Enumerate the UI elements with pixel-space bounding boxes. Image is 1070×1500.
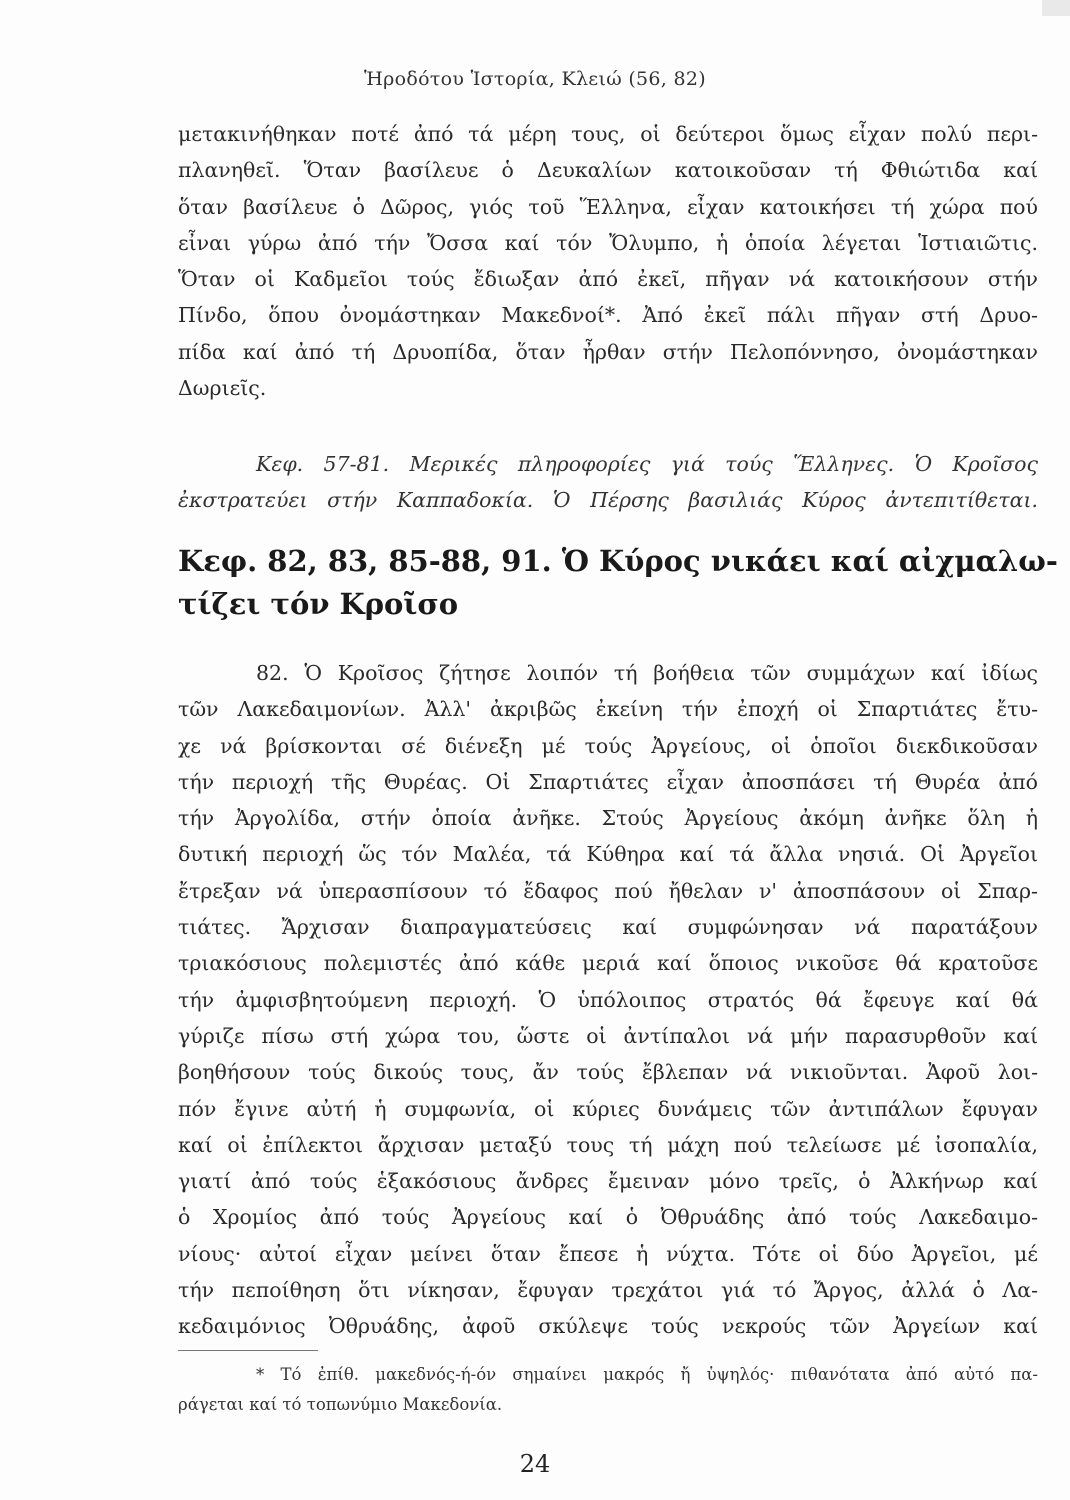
text-line: ὁ Χρομίος ἀπό τούς Ἀργείους καί ὁ Ὀθρυάδης ἀπό τούς Λακεδαιμο- [178, 1205, 1038, 1230]
text-line: νίους· αὐτοί εἶχαν μείνει ὅταν ἔπεσε ἡ νύχτα. Τότε οἱ δύο Ἀργεῖοι, μέ [178, 1241, 1038, 1266]
running-head: Ἡροδότου Ἱστορία, Κλειώ (56, 82) [364, 68, 706, 90]
text-line: τήν πεποίθηση ὅτι νίκησαν, ἔφυγαν τρεχάτοι γιά τό Ἄργος, ἀλλά ὁ Λα- [178, 1278, 1038, 1303]
text-line: ἔτρεξαν νά ὑπερασπίσουν τό ἔδαφος πού ἤθελαν ν' ἀποσπάσουν οἱ Σπαρ- [178, 878, 1038, 903]
text-line: γύριζε πίσω στή χώρα του, ὥστε οἱ ἀντίπαλοι νά μήν παρασυρθοῦν καί [178, 1023, 1038, 1048]
text-line: Δωριεῖς. [178, 376, 267, 401]
scan-corner-mark [1042, 0, 1070, 16]
footnote-line: ράγεται καί τό τοπωνύμιο Μακεδονία. [178, 1395, 503, 1414]
text-line: τῶν Λακεδαιμονίων. Ἀλλ' ἀκριβῶς ἐκείνη τήν ἐποχή οἱ Σπαρτιάτες ἔτυ- [178, 697, 1038, 722]
heading-line: τίζει τόν Κροῖσο [178, 587, 459, 621]
intro-paragraph [178, 116, 1038, 406]
text-line: τιάτες. Ἄρχισαν διαπραγματεύσεις καί συμφώνησαν νά παρατάξουν [178, 915, 1038, 940]
text-line: τήν Ἀργολίδα, στήν ὁποία ἀνῆκε. Στούς Ἀργείους ἀκόμη ἀνῆκε ὅλη ἡ [178, 806, 1038, 831]
text-line: γιατί ἀπό τούς ἑξακόσιους ἄνδρες ἔμειναν μόνο τρεῖς, ὁ Ἀλκήνωρ καί [178, 1169, 1038, 1194]
text-line: Πίνδο, ὅπου ὀνομάστηκαν Μακεδνοί*. Ἀπό ἐκεῖ πάλι πῆγαν στή Δρυο- [178, 303, 1038, 328]
text-line: εἶναι γύρω ἀπό τήν Ὄσσα καί τόν Ὄλυμπο, ἡ ὁποία λέγεται Ἱστιαιῶτις. [178, 230, 1038, 255]
text-line: τριακόσιους πολεμιστές ἀπό κάθε μεριά καί ὅποιος νικοῦσε θά κρατοῦσε [178, 951, 1038, 976]
text-line: 82. Ὁ Κροῖσος ζήτησε λοιπόν τή βοήθεια τῶν συμμάχων καί ἰδίως [256, 661, 1038, 685]
text-line: δυτική περιοχή ὥς τόν Μαλέα, τά Κύθηρα καί τά ἄλλα νησιά. Οἱ Ἀργεῖοι [178, 842, 1038, 867]
text-line: τήν ἀμφισβητούμενη περιοχή. Ὁ ὑπόλοιπος στρατός θά ἔφευγε καί θά [178, 987, 1038, 1012]
text-line: βοηθήσουν τούς δικούς τους, ἄν τούς ἔβλεπαν νά νικιοῦνται. Ἀφοῦ λοι- [178, 1060, 1038, 1085]
summary-line: ἐκστρατεύει στήν Καππαδοκία. Ὁ Πέρσης βασιλιάς Κύρος ἀντεπιτίθεται. [178, 488, 1038, 513]
page-number: 24 [519, 1450, 551, 1478]
section-heading [178, 540, 1058, 626]
chapter-82-paragraph [178, 655, 1038, 1345]
footnote-line: * Τό ἐπίθ. μακεδνός-ή-όν σημαίνει μακρός ἤ ὑψηλός· πιθανότατα ἀπό αὐτό πα- [256, 1365, 1038, 1384]
text-line: πόν ἔγινε αὐτή ἡ συμφωνία, οἱ κύριες δυνάμεις τῶν ἀντιπάλων ἔφυγαν [178, 1096, 1038, 1121]
chapter-summary [178, 446, 1038, 519]
text-line: Ὅταν οἱ Καδμεῖοι τούς ἔδιωξαν ἀπό ἐκεῖ, πῆγαν νά κατοικήσουν στήν [178, 267, 1038, 292]
text-line: κεδαιμόνιος Ὀθρυάδης, ἀφοῦ σκύλεψε τούς νεκρούς τῶν Ἀργείων καί [178, 1314, 1038, 1339]
footnote [178, 1360, 1038, 1420]
footnote-divider [178, 1350, 318, 1351]
heading-line: Κεφ. 82, 83, 85-88, 91. Ὁ Κύρος νικάει καί αἰχμαλω- [178, 544, 1058, 578]
text-line: χε νά βρίσκονται σέ διένεξη μέ τούς Ἀργείους, οἱ ὁποῖοι διεκδικοῦσαν [178, 733, 1038, 758]
text-line: μετακινήθηκαν ποτέ ἀπό τά μέρη τους, οἱ δεύτεροι ὅμως εἶχαν πολύ περι- [178, 122, 1038, 146]
text-line: ὅταν βασίλευε ὁ Δῶρος, γιός τοῦ Ἕλληνα, εἶχαν κατοικήσει τή χώρα πού [178, 194, 1038, 219]
summary-line: Κεφ. 57-81. Μερικές πληροφορίες γιά τούς Ἕλληνες. Ὁ Κροῖσος [256, 452, 1038, 476]
text-line: τήν περιοχή τῆς Θυρέας. Οἱ Σπαρτιάτες εἶχαν ἀποσπάσει τή Θυρέα ἀπό [178, 769, 1038, 794]
text-line: πλανηθεῖ. Ὅταν βασίλευε ὁ Δευκαλίων κατοικοῦσαν τή Φθιώτιδα καί [178, 158, 1038, 183]
text-line: καί οἱ ἐπίλεκτοι ἄρχισαν μεταξύ τους τή μάχη πού τελείωσε μέ ἰσοπαλία, [178, 1132, 1038, 1157]
text-line: πίδα καί ἀπό τή Δρυοπίδα, ὅταν ἦρθαν στήν Πελοπόννησο, ὀνομάστηκαν [178, 339, 1038, 364]
